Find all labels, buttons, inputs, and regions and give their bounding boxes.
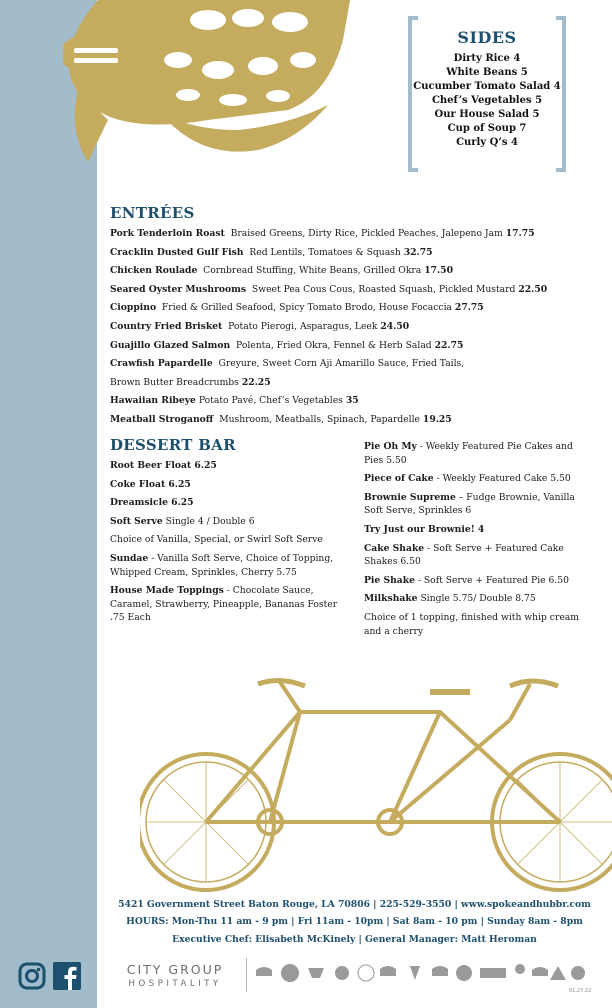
instagram-icon[interactable] [18,962,46,990]
city-group-logo [112,962,238,992]
menu-item [110,392,605,411]
item-price: 19.25 [422,413,452,425]
item-desc: Mushroom, Meatballs, Spinach, Papardelle [219,413,420,425]
item-desc: Polenta, Fried Okra, Fennel & Herb Salad [236,339,432,351]
dessert-left-column [110,459,342,630]
list-item: Curly Q’s 4 [456,137,518,148]
dessert-item [364,611,594,638]
menu-item [110,337,605,356]
item-desc: Fried & Grilled Seafood, Spicy Tomato Brodo, House Focaccia [161,302,452,314]
list-item: Cucumber Tomato Salad 4 [413,81,561,92]
item-name: Piece of Cake [364,473,434,485]
item-name: Hawaiian Ribeye [110,395,196,407]
item-name: Chicken Roulade [110,265,198,277]
item-price: 24.50 [380,320,410,332]
sides-list [408,52,566,150]
menu-item [110,318,605,337]
menu-item-continued [110,374,605,393]
entrees-title: ENTRÉES [110,204,195,222]
dessert-item [364,592,594,606]
item-name: Pork Tenderloin Roast [110,228,225,239]
dessert-item [110,515,342,529]
item-desc: - Soft Serve + Featured Pie 6.50 [414,574,569,586]
dessert-item [110,584,342,625]
item-desc: - Vanilla Soft Serve, Choice of Topping, Whipped Cream, Sprinkles, Cherry 5.75 [110,552,334,578]
dessert-item [364,523,594,537]
item-desc: Potato Pierogi, Asparagus, Leek [228,320,378,332]
dessert-item [110,552,342,579]
item-desc: Cornbread Stuffing, White Beans, Grilled Okra [203,265,422,277]
list-item: Cup of Soup 7 [447,123,527,134]
pedal-illustration [58,0,350,165]
item-desc: Brown Butter Breadcrumbs [110,376,239,388]
list-item: Chef’s Vegetables 5 [431,95,543,106]
item-desc: – Fudge Brownie, Vanilla Soft Serve, Sprinkles 6 [364,491,575,517]
item-desc: Greyure, Sweet Corn Aji Amarillo Sauce, Fried Tails, [218,358,465,370]
dessert-item [110,459,342,473]
restaurant-logos-row [254,960,590,988]
menu-date-code: 01.27.22 [569,988,592,994]
item-name: Coke Float 6.25 [110,478,191,490]
item-desc: - Soft Serve + Featured Cake Shakes 6.50 [364,542,564,568]
item-price: 17.50 [424,265,453,277]
item-desc: Braised Greens, Dirty Rice, Pickled Peaches, Jalepeno Jam [230,228,503,239]
item-name: Root Beer Float 6.25 [110,460,217,471]
item-name: Cioppino [110,302,157,314]
dessert-item [110,496,342,510]
item-name: Country Fried Brisket [110,320,223,332]
item-name: Crawfish Papardelle [110,358,213,370]
entrees-list [110,225,605,430]
item-name: Seared Oyster Mushrooms [110,283,247,295]
item-name: Cake Shake [364,542,425,554]
item-desc: Red Lentils, Tomatoes & Squash [249,246,401,258]
divider [246,958,247,992]
item-desc: - Weekly Featured Pie Cakes and Pies 5.50 [364,441,573,466]
footer-hours: HOURS: Mon-Thu 11 am - 9 pm | Fri 11am - 10pm | Sat 8am - 10 pm | Sunday 8am - 8pm [126,916,583,927]
dessert-item [364,574,594,588]
list-item: Our House Salad 5 [434,109,540,120]
footer-address: 5421 Government Street Baton Rouge, LA 70806 | 225-529-3550 | www.spokeandhubbr.com [118,899,591,910]
tandem-bicycle-illustration [140,672,612,892]
dessert-item [364,440,594,467]
dessert-title: DESSERT BAR [110,436,236,454]
item-price: 35 [345,395,359,407]
item-name: Dreamsicle 6.25 [110,497,194,509]
sides-title: SIDES [457,28,517,47]
menu-item [110,225,605,244]
brand-line-2: HOSPITALITY [128,979,222,989]
item-desc: Potato Pavé, Chef’s Vegetables [198,395,343,407]
item-name: Pie Shake [364,574,415,586]
dessert-item [364,491,594,518]
item-desc: Choice of 1 topping, finished with whip cream and a cherry [364,611,579,637]
item-name: Pie Oh My [364,441,417,452]
item-desc: Single 5.75/ Double 8.75 [417,593,536,605]
sides-box [408,16,566,172]
item-price: 22.50 [518,283,548,295]
item-desc: Single 4 / Double 6 [162,515,255,527]
item-price: 32.75 [403,246,433,258]
menu-item [110,299,605,318]
item-name: Brownie Supreme [364,491,456,503]
item-name: Guajillo Glazed Salmon [110,339,231,351]
dessert-item [364,472,594,486]
menu-item [110,281,605,300]
item-name: House Made Toppings [110,585,224,597]
dessert-right-column [364,440,594,643]
menu-item [110,411,605,430]
dessert-item [110,533,342,547]
item-name: Sundae [110,552,149,564]
item-price: 22.25 [241,376,271,388]
item-price: 17.75 [505,228,535,239]
item-desc: Choice of Vanilla, Special, or Swirl Soft Serve [110,534,323,546]
item-name: Meatball Stroganoff [110,413,214,425]
item-desc: - Chocolate Sauce, Caramel, Strawberry, Pineapple, Bananas Foster .75 Each [110,585,338,624]
item-name: Milkshake [364,593,418,605]
item-name: Try Just our Brownie! 4 [364,523,485,535]
item-desc: Sweet Pea Cous Cous, Roasted Squash, Pickled Mustard [251,283,516,295]
item-name: Soft Serve [110,515,163,527]
brand-line-1: CITY GROUP [126,962,224,977]
dessert-item [364,542,594,569]
list-item: Dirty Rice 4 [453,53,521,64]
facebook-icon[interactable] [53,962,81,990]
item-desc: - Weekly Featured Cake 5.50 [433,473,571,485]
item-price: 22.75 [434,339,464,351]
menu-item [110,355,605,374]
dessert-item [110,478,342,492]
menu-item [110,262,605,281]
menu-item [110,244,605,263]
item-name: Cracklin Dusted Gulf Fish [110,246,244,258]
footer-staff: Executive Chef: Elisabeth McKinely | General Manager: Matt Heroman [172,934,537,945]
item-price: 27.75 [454,302,484,314]
list-item: White Beans 5 [446,67,528,78]
